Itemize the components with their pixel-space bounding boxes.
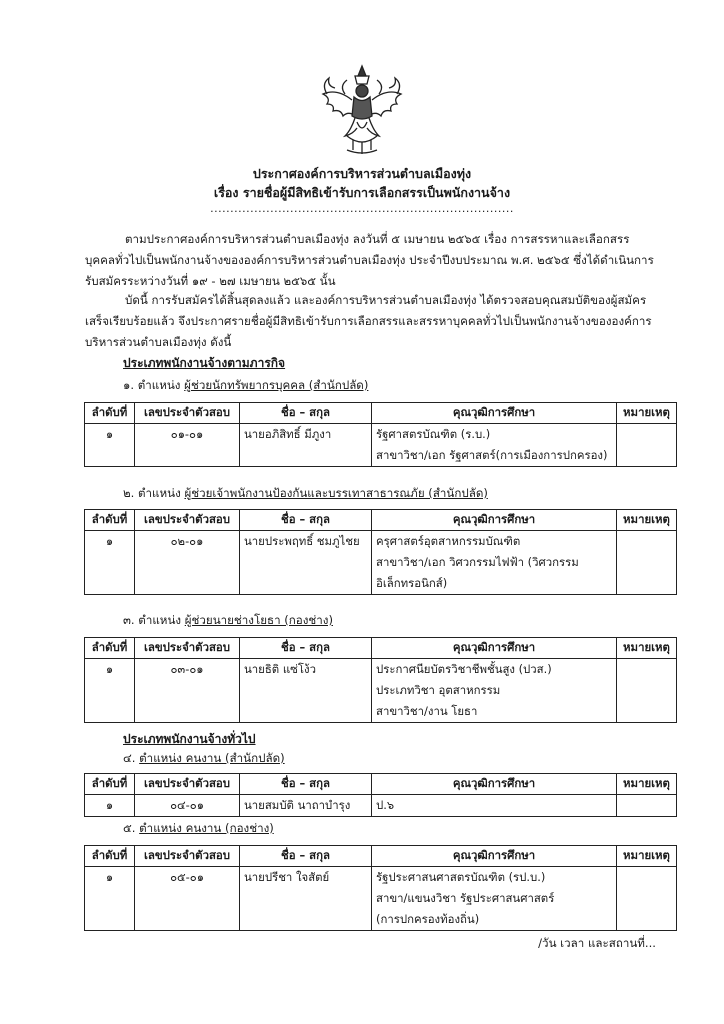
header-no: ลำดับที่ (85, 403, 135, 424)
position-prefix: ๓. ตำแหน่ง (123, 613, 185, 627)
cell-exam-id: ๐๔-๐๑ (170, 798, 204, 812)
header-exam-id: เลขประจำตัวสอบ (135, 510, 240, 531)
paragraph-1 (85, 229, 685, 292)
cell-qualification: สาขาวิชา/เอก วิศวกรรมไฟฟ้า (วิศวกรรม (376, 555, 579, 569)
cell-no: ๑ (105, 427, 114, 441)
cell-qualification: อิเล็กทรอนิกส์) (376, 576, 448, 590)
table-header-row (85, 846, 677, 867)
garuda-emblem (317, 64, 407, 156)
paragraph-line: บุคคลทั่วไปเป็นพนักงานจ้างขององค์การบริหารส่วนตำบลเมืองทุ่ง ประจำปีงบประมาณ พ.ศ. ๒๕๖๕ ซึ่งได้ดำเนินการ (85, 253, 654, 267)
cell-remark (621, 659, 672, 680)
header-qualification: คุณวุฒิการศึกษา (372, 638, 617, 659)
header-qualification: คุณวุฒิการศึกษา (372, 403, 617, 424)
continuation-note: /วัน เวลา และสถานที่... (538, 936, 656, 950)
cell-name: นายปรีชา ใจสัตย์ (244, 870, 330, 884)
cell-remark (621, 531, 672, 552)
header-qualification: คุณวุฒิการศึกษา (372, 510, 617, 531)
header-name: ชื่อ – สกุล (240, 510, 372, 531)
position-prefix: ๒. ตำแหน่ง (123, 486, 185, 500)
cell-name: นายประพฤทธิ์ ชมภูไชย (244, 534, 360, 548)
header-exam-id: เลขประจำตัวสอบ (135, 846, 240, 867)
announcement-subject: เรื่อง รายชื่อผู้มีสิทธิเข้ารับการเลือกสรรเป็นพนักงานจ้าง (213, 185, 511, 200)
table-header-row (85, 403, 677, 424)
position-4-table (84, 773, 677, 817)
header-exam-id: เลขประจำตัวสอบ (135, 774, 240, 795)
header-name: ชื่อ – สกุล (240, 774, 372, 795)
position-4-heading (123, 750, 285, 768)
position-3-table (84, 637, 677, 723)
cell-exam-id: ๐๓-๐๑ (170, 662, 204, 676)
cell-name: นายธิติ แซ่โง้ว (244, 662, 316, 676)
position-title: ผู้ช่วยนายช่างโยธา (กองช่าง) (184, 613, 333, 627)
header-no: ลำดับที่ (85, 638, 135, 659)
position-prefix: ๕. (123, 821, 140, 835)
position-prefix: ๔. (123, 751, 140, 765)
cell-no: ๑ (105, 870, 114, 884)
table-row (85, 867, 677, 931)
position-prefix: ๑. ตำแหน่ง (123, 378, 185, 392)
position-2-heading (123, 485, 488, 503)
header-qualification: คุณวุฒิการศึกษา (372, 774, 617, 795)
header-name: ชื่อ – สกุล (240, 638, 372, 659)
section-mission-staff: ประเภทพนักงานจ้างตามภารกิจ (123, 356, 286, 370)
position-3-heading (123, 612, 333, 630)
cell-no: ๑ (105, 662, 114, 676)
header-exam-id: เลขประจำตัวสอบ (135, 403, 240, 424)
cell-remark (621, 424, 672, 445)
cell-qualification: ป.๖ (376, 798, 395, 812)
header-remark: หมายเหตุ (617, 510, 677, 531)
paragraph-line: รับสมัครระหว่างวันที่ ๑๙ - ๒๗ เมษายน ๒๕๖๕ นั้น (85, 274, 336, 288)
header-qualification: คุณวุฒิการศึกษา (372, 846, 617, 867)
announcement-title: ประกาศองค์การบริหารส่วนตำบลเมืองทุ่ง (252, 166, 472, 181)
header-exam-id: เลขประจำตัวสอบ (135, 638, 240, 659)
cell-qualification: รัฐศาสตรบัณฑิต (ร.บ.) (376, 427, 491, 441)
position-5-heading (123, 820, 274, 838)
position-5-table (84, 845, 677, 931)
position-1-heading (123, 377, 368, 395)
header-remark: หมายเหตุ (617, 403, 677, 424)
paragraph-2 (85, 290, 685, 353)
cell-qualification: ครุศาสตร์อุตสาหกรรมบัณฑิต (376, 534, 521, 548)
paragraph-line: บริหารส่วนตำบลเมืองทุ่ง ดังนี้ (85, 335, 232, 349)
table-header-row (85, 638, 677, 659)
position-2-table (84, 509, 677, 595)
table-row (85, 531, 677, 595)
position-title: ผู้ช่วยเจ้าพนักงานป้องกันและบรรเทาสาธารณภัย (สำนักปลัด) (184, 486, 488, 500)
position-1-table (84, 402, 677, 467)
cell-qualification: รัฐประศาสนศาสตรบัณฑิต (รป.บ.) (376, 870, 546, 884)
cell-remark (621, 867, 672, 888)
position-title: ตำแหน่ง คนงาน (กองช่าง) (139, 821, 274, 835)
table-row (85, 795, 677, 817)
table-row (85, 424, 677, 467)
header-remark: หมายเหตุ (617, 638, 677, 659)
paragraph-line: ตามประกาศองค์การบริหารส่วนตำบลเมืองทุ่ง ลงวันที่ ๕ เมษายน ๒๕๖๕ เรื่อง การสรรหาและเลือกสรร (125, 232, 630, 246)
cell-exam-id: ๐๒-๐๑ (170, 534, 204, 548)
table-header-row (85, 510, 677, 531)
cell-name: นายอภิสิทธิ์ มีภูงา (244, 427, 332, 441)
cell-qualification: สาขาวิชา/เอก รัฐศาสตร์(การเมืองการปกครอง) (376, 448, 608, 462)
cell-remark (621, 795, 672, 816)
header-no: ลำดับที่ (85, 510, 135, 531)
cell-no: ๑ (105, 798, 114, 812)
dotted-separator: ............................................................................ (210, 202, 514, 215)
header-name: ชื่อ – สกุล (240, 403, 372, 424)
table-header-row (85, 774, 677, 795)
header-name: ชื่อ – สกุล (240, 846, 372, 867)
position-title: ตำแหน่ง คนงาน (สำนักปลัด) (139, 751, 285, 765)
position-title: ผู้ช่วยนักทรัพยากรบุคคล (สำนักปลัด) (184, 378, 369, 392)
header-no: ลำดับที่ (85, 846, 135, 867)
paragraph-line: บัดนี้ การรับสมัครได้สิ้นสุดลงแล้ว และองค์การบริหารส่วนตำบลเมืองทุ่ง ได้ตรวจสอบคุณสมบัติของผู้สมัคร (125, 293, 647, 307)
cell-name: นายสมบัติ นาถาบำรุง (244, 798, 351, 812)
section-general-staff: ประเภทพนักงานจ้างทั่วไป (123, 732, 256, 746)
table-row (85, 659, 677, 723)
cell-qualification: (การปกครองท้องถิ่น) (376, 912, 480, 926)
cell-exam-id: ๐๑-๐๑ (170, 427, 204, 441)
cell-qualification: ประกาศนียบัตรวิชาชีพชั้นสูง (ปวส.) (376, 662, 552, 676)
header-no: ลำดับที่ (85, 774, 135, 795)
cell-qualification: สาขา/แขนงวิชา รัฐประศาสนศาสตร์ (376, 891, 555, 905)
header-remark: หมายเหตุ (617, 774, 677, 795)
header-remark: หมายเหตุ (617, 846, 677, 867)
cell-qualification: ประเภทวิชา อุตสาหกรรม (376, 683, 501, 697)
cell-exam-id: ๐๕-๐๑ (170, 870, 204, 884)
cell-no: ๑ (105, 534, 114, 548)
paragraph-line: เสร็จเรียบร้อยแล้ว จึงประกาศรายชื่อผู้มีสิทธิเข้ารับการเลือกสรรและสรรหาบุคคลทั่วไปเป็นพนักงานจ้างขององค์การ (85, 314, 652, 328)
cell-qualification: สาขาวิชา/งาน โยธา (376, 704, 478, 718)
